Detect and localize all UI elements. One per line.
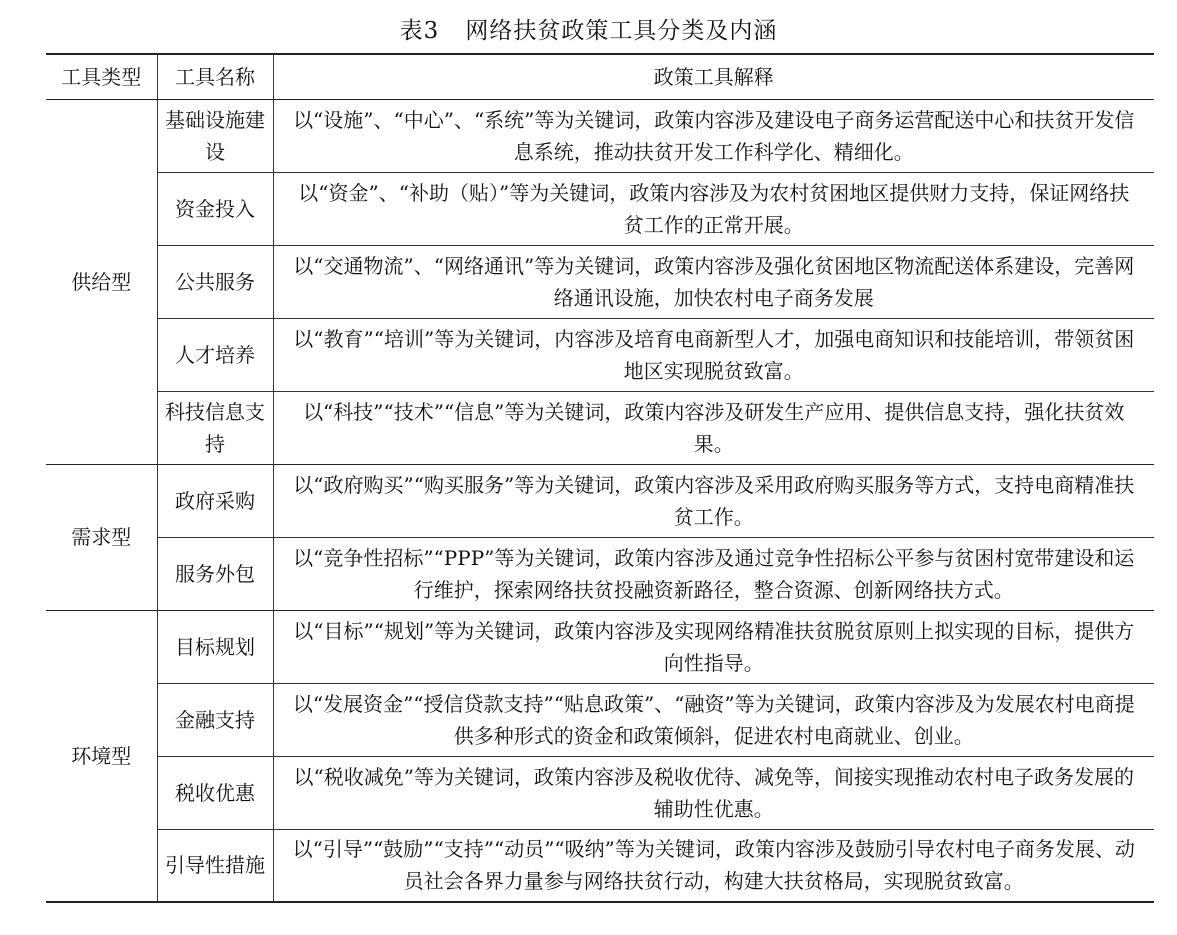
table-row — [46, 683, 1154, 756]
tool-desc-cell: 以“教育”“培训”等为关键词，内容涉及培育电商新型人才，加强电商知识和技能培训，带领贫困地区实现脱贫致富。 — [273, 318, 1154, 391]
table-row — [46, 464, 1154, 537]
header-tool-name: 工具名称 — [157, 54, 273, 99]
tool-name-cell: 服务外包 — [157, 537, 273, 610]
table-row — [46, 99, 1154, 172]
tool-desc-cell: 以“政府购买”“购买服务”等为关键词，政策内容涉及采用政府购买服务等方式，支持电商精准扶贫工作。 — [273, 464, 1154, 537]
tool-name-cell: 目标规划 — [157, 610, 273, 683]
tool-desc-cell: 以“设施”、“中心”、“系统”等为关键词，政策内容涉及建设电子商务运营配送中心和扶贫开发信息系统，推动扶贫开发工作科学化、精细化。 — [273, 99, 1154, 172]
tool-desc-cell: 以“发展资金”“授信贷款支持”“贴息政策”、“融资”等为关键词，政策内容涉及为发展农村电商提供多种形式的资金和政策倾斜，促进农村电商就业、创业。 — [273, 683, 1154, 756]
header-row — [46, 54, 1154, 99]
tool-name-cell: 税收优惠 — [157, 756, 273, 829]
tool-name-cell: 金融支持 — [157, 683, 273, 756]
tool-desc-cell: 以“税收减免”等为关键词，政策内容涉及税收优待、减免等，间接实现推动农村电子政务发展的辅助性优惠。 — [273, 756, 1154, 829]
tool-desc-cell: 以“竞争性招标”“PPP”等为关键词，政策内容涉及通过竞争性招标公平参与贫困村宽带建设和运行维护，探索网络扶贫投融资新路径，整合资源、创新网络扶方式。 — [273, 537, 1154, 610]
header-tool-explanation: 政策工具解释 — [273, 54, 1154, 99]
table-row — [46, 756, 1154, 829]
header-tool-type: 工具类型 — [46, 54, 157, 99]
table-row — [46, 391, 1154, 464]
table-row — [46, 610, 1154, 683]
tool-name-cell: 基础设施建设 — [157, 99, 273, 172]
tool-name-cell: 资金投入 — [157, 172, 273, 245]
tool-desc-cell: 以“资金”、“补助（贴）”等为关键词，政策内容涉及为农村贫困地区提供财力支持，保证网络扶贫工作的正常开展。 — [273, 172, 1154, 245]
tool-type-cell: 需求型 — [46, 464, 157, 610]
policy-tools-table — [46, 53, 1154, 903]
table-row — [46, 245, 1154, 318]
tool-type-cell: 供给型 — [46, 99, 157, 464]
table-row — [46, 318, 1154, 391]
tool-name-cell: 公共服务 — [157, 245, 273, 318]
tool-name-cell: 引导性措施 — [157, 829, 273, 902]
tool-name-cell: 科技信息支持 — [157, 391, 273, 464]
tool-desc-cell: 以“目标”“规划”等为关键词，政策内容涉及实现网络精准扶贫脱贫原则上拟实现的目标，提供方向性指导。 — [273, 610, 1154, 683]
tool-name-cell: 政府采购 — [157, 464, 273, 537]
tool-type-cell: 环境型 — [46, 610, 157, 902]
table-number: 表3 — [399, 18, 440, 44]
tool-desc-cell: 以“引导”“鼓励”“支持”“动员”“吸纳”等为关键词，政策内容涉及鼓励引导农村电子商务发展、动员社会各界力量参与网络扶贫行动，构建大扶贫格局，实现脱贫致富。 — [273, 829, 1154, 902]
tool-name-cell: 人才培养 — [157, 318, 273, 391]
tool-desc-cell: 以“交通物流”、“网络通讯”等为关键词，政策内容涉及强化贫困地区物流配送体系建设，完善网络通讯设施，加快农村电子商务发展 — [273, 245, 1154, 318]
table-row — [46, 172, 1154, 245]
table-caption — [0, 14, 1177, 48]
table-row — [46, 537, 1154, 610]
tool-desc-cell: 以“科技”“技术”“信息”等为关键词，政策内容涉及研发生产应用、提供信息支持，强化扶贫效果。 — [273, 391, 1154, 464]
table-title: 网络扶贫政策工具分类及内涵 — [465, 18, 778, 44]
table-row — [46, 829, 1154, 902]
